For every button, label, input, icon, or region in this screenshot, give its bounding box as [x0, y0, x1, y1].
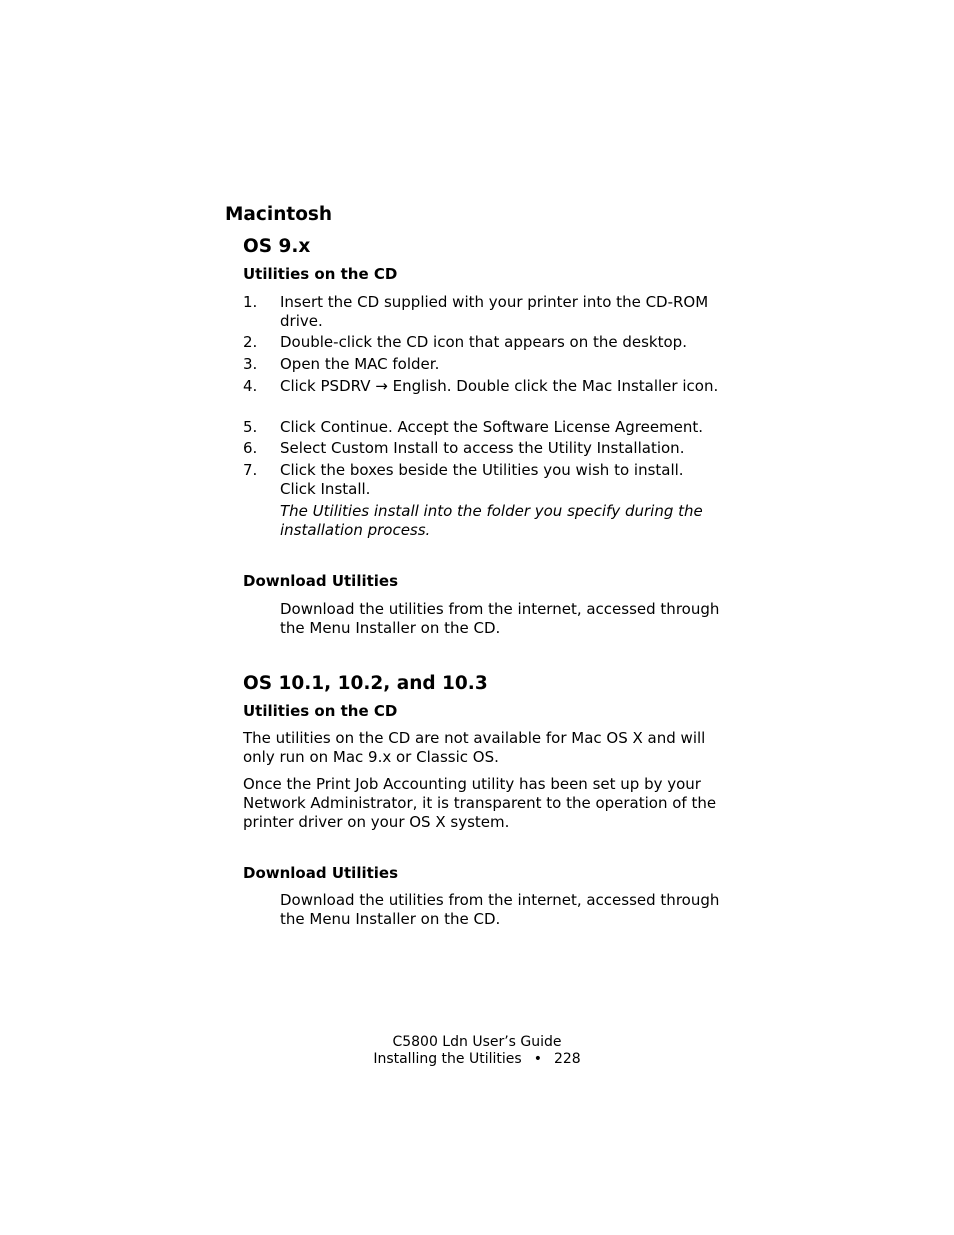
step-text: Click PSDRV → English. Double click the Mac Installer icon. [280, 377, 719, 395]
os9-download-heading: Download Utilities [243, 572, 399, 590]
step-text: Open the MAC folder. [280, 355, 440, 373]
os9-utilities-heading: Utilities on the CD [243, 265, 398, 283]
osx-utilities-para1: The utilities on the CD are not available for Mac OS X and will only run on Mac 9.x or Classic OS. [243, 729, 706, 766]
footer-bullet: • [533, 1051, 542, 1067]
footer-page-info [0, 1050, 954, 1068]
footer-page-number: 228 [553, 1051, 581, 1067]
section-title: Macintosh [225, 204, 333, 225]
step-number: 4. [243, 377, 258, 395]
os9-title: OS 9.x [243, 236, 311, 257]
step-number: 6. [243, 439, 258, 457]
os9-install-note: The Utilities install into the folder you specify during the installation process. [280, 502, 703, 539]
step-text: Insert the CD supplied with your printer into the CD-ROM drive. [280, 293, 709, 330]
step-text: Select Custom Install to access the Utility Installation. [280, 439, 685, 457]
os9-download-text: Download the utilities from the internet, accessed through the Menu Installer on the CD. [280, 600, 720, 637]
step-text: Click Continue. Accept the Software License Agreement. [280, 418, 704, 436]
step-number: 1. [243, 293, 258, 311]
osx-download-heading: Download Utilities [243, 864, 399, 882]
step-number: 2. [243, 333, 258, 351]
step-text: Click the boxes beside the Utilities you wish to install. Click Install. [280, 461, 684, 498]
osx-utilities-para2: Once the Print Job Accounting utility has been set up by your Network Administrator, it is transparent to the operation of the printer driver on your OS X system. [243, 775, 717, 831]
footer-chapter: Installing the Utilities [373, 1051, 522, 1067]
osx-title: OS 10.1, 10.2, and 10.3 [243, 673, 488, 694]
footer-guide-title: C5800 Ldn User’s Guide [392, 1034, 562, 1050]
step-number: 7. [243, 461, 258, 479]
osx-download-text: Download the utilities from the internet, accessed through the Menu Installer on the CD. [280, 891, 720, 928]
step-number: 5. [243, 418, 258, 436]
osx-utilities-heading: Utilities on the CD [243, 702, 398, 720]
step-text: Double-click the CD icon that appears on the desktop. [280, 333, 687, 351]
step-number: 3. [243, 355, 258, 373]
